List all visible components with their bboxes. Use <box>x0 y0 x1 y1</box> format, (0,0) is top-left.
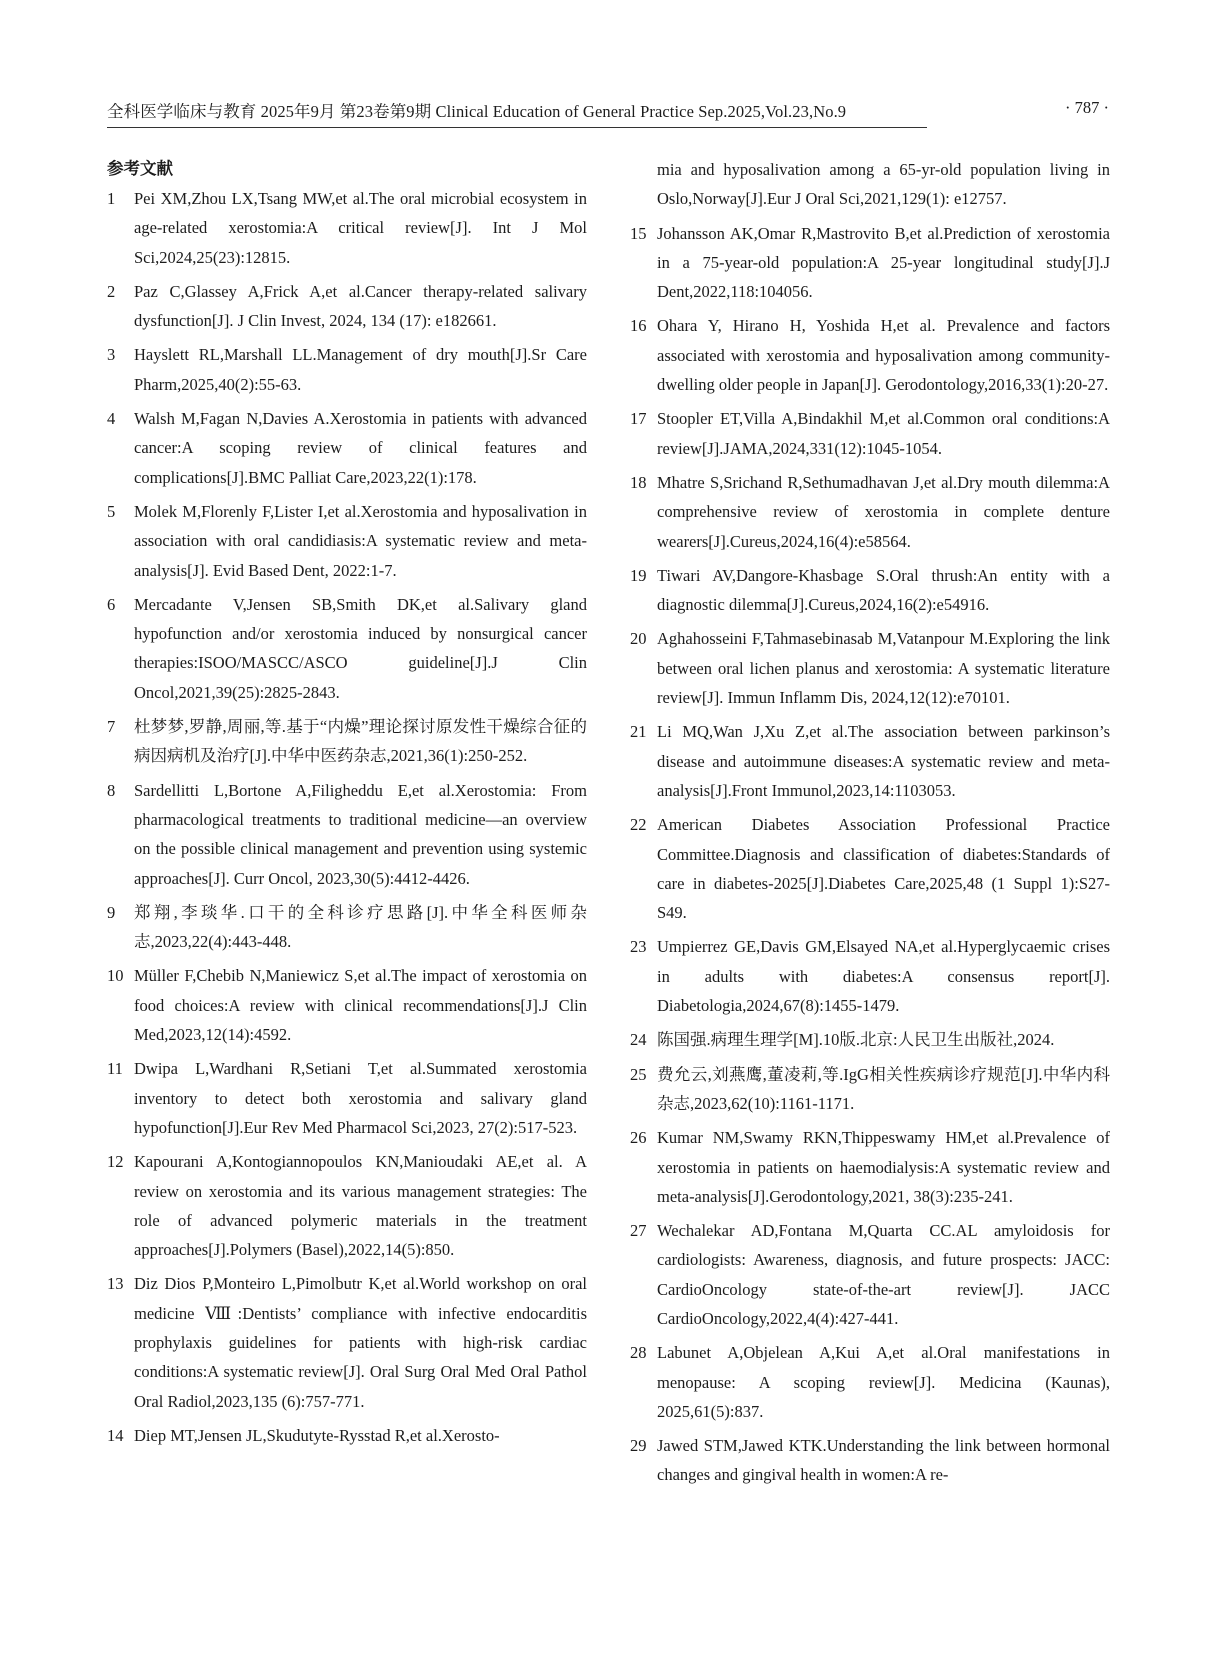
reference-text: Diz Dios P,Monteiro L,Pimolbutr K,et al.World workshop on oral medicine Ⅷ:Dentists’ compliance with infective endocarditis prophylaxis guidelines for patients with high-risk cardiac conditions:A systematic review[J]. Oral Surg Oral Med Oral Pathol Oral Radiol,2023,135 (6):757-771. <box>134 1274 587 1411</box>
reference-text: mia and hyposalivation among a 65-yr-old population living in Oslo,Norway[J].Eur J Oral Sci,2021,129(1): e12757. <box>657 160 1110 209</box>
reference-number: 26 <box>630 1128 647 1148</box>
reference-item <box>107 1269 587 1415</box>
reference-text: Paz C,Glassey A,Frick A,et al.Cancer therapy-related salivary dysfunction[J]. J Clin Invest, 2024, 134 (17): e182661. <box>134 281 587 331</box>
reference-item <box>107 961 587 1049</box>
reference-number: 4 <box>107 409 116 429</box>
reference-item <box>630 155 1110 214</box>
reference-text: 陈国强.病理生理学[M].10版.北京:人民卫生出版社,2024. <box>657 1030 1055 1050</box>
reference-text: 郑翔,李琰华.口干的全科诊疗思路[J].中华全科医师杂志,2023,22(4):443-448. <box>134 902 587 952</box>
reference-number: 24 <box>630 1030 647 1050</box>
reference-text: Walsh M,Fagan N,Davies A.Xerostomia in patients with advanced cancer:A scoping review of clinical features and complications[J].BMC Palliat Care,2023,22(1):178. <box>134 409 587 487</box>
journal-header: 全科医学临床与教育 2025年9月 第23卷第9期 Clinical Education of General Practice Sep.2025,Vol.23,No.9 <box>107 98 927 128</box>
reference-number: 7 <box>107 717 116 737</box>
reference-number: 8 <box>107 780 116 800</box>
reference-text: Kumar NM,Swamy RKN,Thippeswamy HM,et al.Prevalence of xerostomia in patients on haemodialysis:A systematic review and meta-analysis[J].Gerodontology,2021, 38(3):235-241. <box>657 1128 1110 1206</box>
reference-number: 27 <box>630 1221 647 1241</box>
reference-text: Mhatre S,Srichand R,Sethumadhavan J,et al.Dry mouth dilemma:A comprehensive review of xerostomia in complete denture wearers[J].Cureus,2024,16(4):e58564. <box>657 472 1110 551</box>
reference-number: 28 <box>630 1343 647 1363</box>
reference-text: Dwipa L,Wardhani R,Setiani T,et al.Summated xerostomia inventory to detect both xerostomia and salivary gland hypofunction[J].Eur Rev Med Pharmacol Sci,2023, 27(2):517-523. <box>134 1059 587 1137</box>
reference-item <box>107 1421 587 1450</box>
reference-number: 19 <box>630 565 647 585</box>
reference-item <box>107 898 587 957</box>
reference-number: 12 <box>107 1152 124 1172</box>
reference-text: 费允云,刘燕鹰,董凌莉,等.IgG相关性疾病诊疗规范[J].中华内科杂志,2023,62(10):1161-1171. <box>657 1064 1110 1113</box>
reference-item <box>630 932 1110 1020</box>
reference-text: Stoopler ET,Villa A,Bindakhil M,et al.Common oral conditions:A review[J].JAMA,2024,331(12):1045-1054. <box>657 409 1110 458</box>
reference-text: Li MQ,Wan J,Xu Z,et al.The association between parkinson’s disease and autoimmune diseases:A systematic review and meta-analysis[J].Front Immunol,2023,14:1103053. <box>657 722 1110 800</box>
reference-item <box>630 468 1110 556</box>
reference-number: 15 <box>630 223 647 243</box>
reference-item <box>630 624 1110 712</box>
reference-text: Labunet A,Objelean A,Kui A,et al.Oral manifestations in menopause: A scoping review[J]. Medicina (Kaunas), 2025,61(5):837. <box>657 1343 1110 1421</box>
reference-text: Jawed STM,Jawed KTK.Understanding the link between hormonal changes and gingival health in women:A re- <box>657 1436 1110 1485</box>
reference-item <box>630 717 1110 805</box>
reference-item <box>630 810 1110 927</box>
reference-number: 13 <box>107 1274 124 1294</box>
reference-number: 3 <box>107 345 116 365</box>
reference-number: 21 <box>630 722 647 742</box>
reference-text: Aghahosseini F,Tahmasebinasab M,Vatanpour M.Exploring the link between oral lichen planus and xerostomia: A systematic literature review[J]. Immun Inflamm Dis, 2024,12(12):e70101. <box>657 629 1110 708</box>
reference-number: 10 <box>107 966 124 986</box>
reference-text: Pei XM,Zhou LX,Tsang MW,et al.The oral microbial ecosystem in age-related xerostomia:A critical review[J]. Int J Mol Sci,2024,25(23):12815. <box>134 189 587 267</box>
reference-item <box>107 1147 587 1264</box>
reference-item <box>630 1216 1110 1333</box>
reference-text: Kapourani A,Kontogiannopoulos KN,Manioudaki AE,et al. A review on xerostomia and its various management strategies: The role of advanced polymeric materials in the treatment approaches[J].Polymers (Basel),2022,14(5):850. <box>134 1152 587 1260</box>
reference-item <box>107 497 587 585</box>
reference-number: 11 <box>107 1059 123 1079</box>
reference-number: 25 <box>630 1064 647 1084</box>
reference-number: 22 <box>630 815 647 835</box>
reference-number: 14 <box>107 1425 124 1445</box>
reference-text: Umpierrez GE,Davis GM,Elsayed NA,et al.Hyperglycaemic crises in adults with diabetes:A consensus report[J]. Diabetologia,2024,67(8):1455-1479. <box>657 937 1110 1016</box>
reference-item <box>107 340 587 399</box>
reference-item <box>630 311 1110 399</box>
reference-item <box>107 712 587 771</box>
reference-item <box>630 1060 1110 1119</box>
reference-item <box>107 404 587 492</box>
reference-text: Diep MT,Jensen JL,Skudutyte-Rysstad R,et al.Xerosto- <box>134 1425 500 1445</box>
reference-item <box>107 277 587 336</box>
reference-text: Molek M,Florenly F,Lister I,et al.Xerostomia and hyposalivation in association with oral candidiasis:A systematic review and meta-analysis[J]. Evid Based Dent, 2022:1-7. <box>134 501 587 580</box>
reference-item <box>630 1123 1110 1211</box>
reference-text: Mercadante V,Jensen SB,Smith DK,et al.Salivary gland hypofunction and/or xerostomia induced by nonsurgical cancer therapies:ISOO/MASCC/ASCO guideline[J].J Clin Oncol,2021,39(25):2825-2843. <box>134 594 587 702</box>
reference-number: 6 <box>107 594 116 614</box>
left-reference-column <box>107 184 587 1455</box>
page-number: · 787 · <box>1065 98 1109 117</box>
reference-text: American Diabetes Association Professional Practice Committee.Diagnosis and classification of diabetes:Standards of care in diabetes-2025[J].Diabetes Care,2025,48 (1 Suppl 1):S27-S49. <box>657 815 1110 923</box>
reference-number: 17 <box>630 409 647 429</box>
reference-text: Müller F,Chebib N,Maniewicz S,et al.The impact of xerostomia on food choices:A review with clinical recommendations[J].J Clin Med,2023,12(14):4592. <box>134 966 587 1045</box>
reference-text: Ohara Y, Hirano H, Yoshida H,et al. Prevalence and factors associated with xerostomia and hyposalivation among community-dwelling older people in Japan[J]. Gerodontology,2016,33(1):20-27. <box>657 316 1110 395</box>
reference-item <box>630 1338 1110 1426</box>
reference-item <box>107 590 587 707</box>
reference-number: 9 <box>107 902 116 922</box>
reference-number: 2 <box>107 281 116 301</box>
reference-text: Wechalekar AD,Fontana M,Quarta CC.AL amyloidosis for cardiologists: Awareness, diagnosis, and future prospects: JACC: CardioOncology state-of-the-art review[J]. JACC CardioOncology,2022,4(4):427-441. <box>657 1221 1110 1328</box>
reference-number: 18 <box>630 472 647 492</box>
reference-item <box>630 1431 1110 1490</box>
reference-item <box>107 776 587 893</box>
reference-item <box>107 184 587 272</box>
reference-text: Sardellitti L,Bortone A,Filigheddu E,et al.Xerostomia: From pharmacological treatments to traditional medicine—an overview on the possible clinical management and prevention using systemic approaches[J]. Curr Oncol, 2023,30(5):4412-4426. <box>134 780 587 888</box>
reference-text: Tiwari AV,Dangore-Khasbage S.Oral thrush:An entity with a diagnostic dilemma[J].Cureus,2024,16(2):e54916. <box>657 565 1110 615</box>
reference-number: 29 <box>630 1436 647 1456</box>
reference-item <box>630 1025 1110 1054</box>
running-header <box>107 98 1109 126</box>
reference-number: 1 <box>107 189 116 208</box>
reference-number: 5 <box>107 501 116 521</box>
reference-text: 杜梦梦,罗静,周丽,等.基于“内燥”理论探讨原发性干燥综合征的病因病机及治疗[J].中华中医药杂志,2021,36(1):250-252. <box>134 717 587 766</box>
reference-number: 16 <box>630 316 647 336</box>
reference-item <box>107 1054 587 1142</box>
section-title: 参考文献 <box>107 159 173 178</box>
reference-item <box>630 219 1110 307</box>
reference-item <box>630 404 1110 463</box>
reference-number: 20 <box>630 629 647 649</box>
reference-item <box>630 561 1110 620</box>
reference-number: 23 <box>630 937 647 957</box>
reference-text: Johansson AK,Omar R,Mastrovito B,et al.Prediction of xerostomia in a 75-year-old population:A 25-year longitudinal study[J].J Dent,2022,118:104056. <box>657 223 1110 302</box>
right-reference-column <box>630 155 1110 1495</box>
reference-text: Hayslett RL,Marshall LL.Management of dry mouth[J].Sr Care Pharm,2025,40(2):55-63. <box>134 345 587 394</box>
